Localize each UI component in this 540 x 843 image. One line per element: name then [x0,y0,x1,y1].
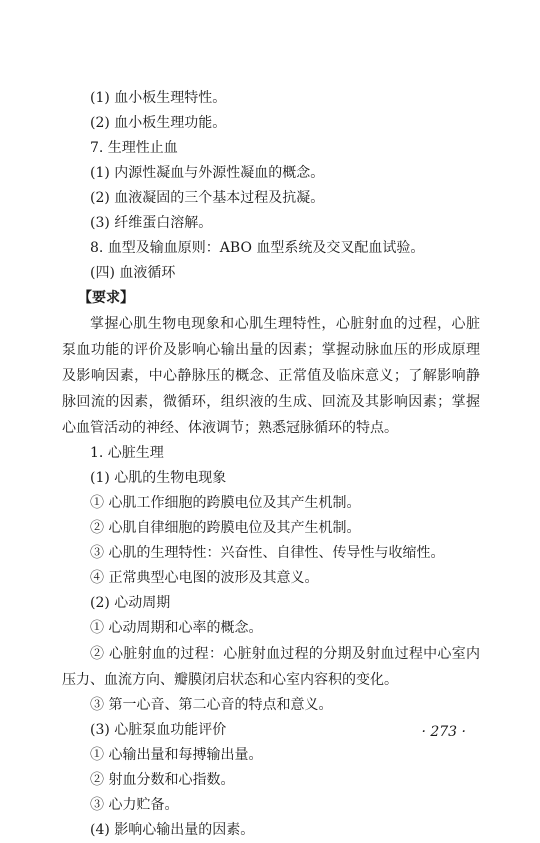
requirements-paragraph: 掌握心肌生物电现象和心肌生理特性，心脏射血的过程，心脏泵血功能的评价及影响心输出量的因素；掌握动脉血压的形成原理及影响因素，中心静脉压的概念、正常值及临床意义；了解影响静脉回流的因素，微循环，组织液的生成、回流及其影响因素；掌握心血管活动的神经、体液调节；熟悉冠脉循环的特点。 [62,316,480,436]
list-item: ③ 心肌的生理特性：兴奋性、自律性、传导性与收缩性。 [90,545,445,561]
page-content [62,86,480,843]
list-item: ① 心输出量和每搏输出量。 [90,747,263,763]
list-item: ② 心肌自律细胞的跨膜电位及其产生机制。 [90,520,361,536]
list-item: ④ 正常典型心电图的波形及其意义。 [90,570,319,586]
page-number: · 273 · [421,724,466,740]
list-item: ① 心动周期和心率的概念。 [90,620,263,636]
subsection-heading: (2) 心动周期 [90,595,171,611]
subsection-heading: (3) 心脏泵血功能评价 [90,722,227,738]
section-heading: 1. 心脏生理 [90,445,164,461]
list-item: ① 心肌工作细胞的跨膜电位及其产生机制。 [90,495,361,511]
section-heading: 7. 生理性止血 [90,140,178,156]
text-line: (1) 血小板生理特性。 [90,90,227,106]
text-line: (3) 纤维蛋白溶解。 [90,215,213,231]
text-line: (1) 内源性凝血与外源性凝血的概念。 [90,165,325,181]
text-line: (2) 血小板生理功能。 [90,115,227,131]
list-item: ③ 心力贮备。 [90,797,179,813]
ejection-paragraph: ② 心脏射血的过程：心脏射血过程的分期及射血过程中心室内压力、血流方向、瓣膜闭启状态和心室内容积的变化。 [62,646,480,688]
text-line: (2) 血液凝固的三个基本过程及抗凝。 [90,190,325,206]
chapter-heading: (四) 血液循环 [90,265,176,281]
subsection-heading: (4) 影响心输出量的因素。 [90,822,255,838]
list-item: ③ 第一心音、第二心音的特点和意义。 [90,697,333,713]
section-heading: 8. 血型及输血原则：ABO 血型系统及交叉配血试验。 [90,240,425,256]
list-item: ② 射血分数和心指数。 [90,772,235,788]
requirements-heading: 【要求】 [78,290,134,306]
subsection-heading: (1) 心肌的生物电现象 [90,470,227,486]
